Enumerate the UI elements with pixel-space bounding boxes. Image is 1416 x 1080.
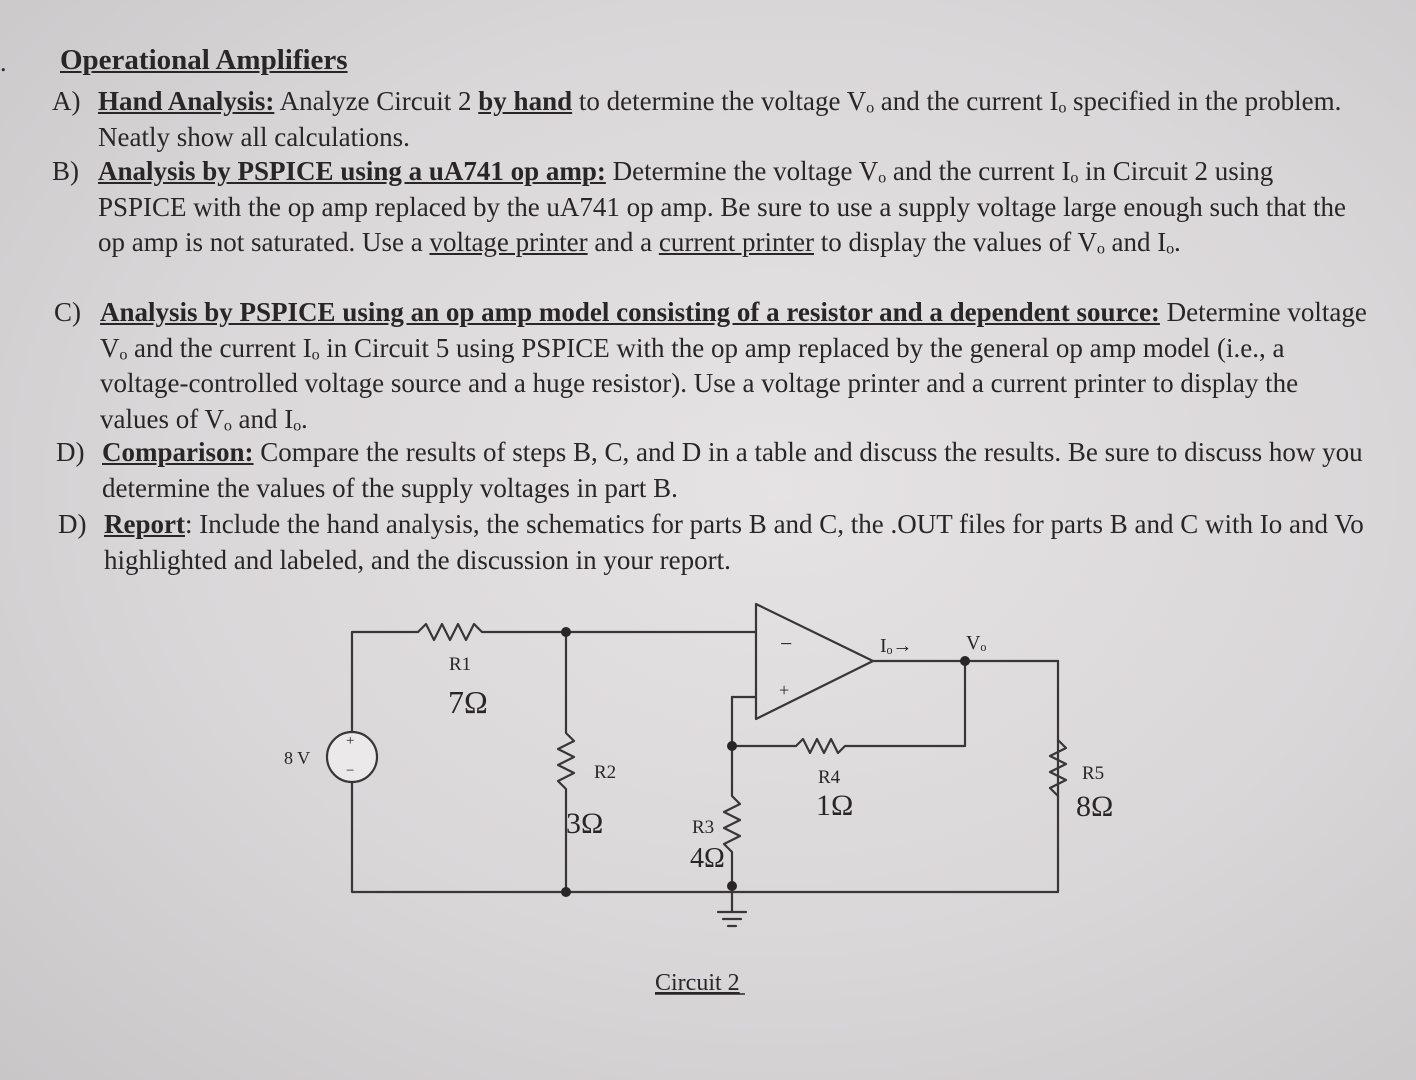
r3-label: R3 xyxy=(692,817,715,838)
r3-resistor xyxy=(724,697,740,892)
r4-resistor xyxy=(732,661,965,753)
r1-label: R1 xyxy=(449,654,472,675)
circuit-caption: Circuit 2 xyxy=(655,970,740,996)
r2-resistor xyxy=(558,632,574,892)
item-label: Comparison: xyxy=(102,437,254,467)
r3-value: 4Ω xyxy=(690,843,725,874)
item-text: Analyze Circuit 2 xyxy=(274,86,479,116)
wire-left-top xyxy=(352,632,418,733)
node-dot xyxy=(960,656,970,666)
wire-bottom xyxy=(566,661,1058,892)
item-emphasis: by hand xyxy=(478,86,573,116)
item-underlined-term: current printer xyxy=(658,227,815,257)
item-letter: A) xyxy=(52,86,81,116)
r1-value: 7Ω xyxy=(448,684,488,720)
vo-label: Vₒ xyxy=(966,632,987,654)
item-text: and a xyxy=(587,227,659,257)
node-dot xyxy=(561,627,571,637)
section-heading: Operational Amplifiers xyxy=(60,44,348,76)
item-letter: D) xyxy=(58,509,87,539)
item-letter: C) xyxy=(54,297,81,327)
r5-value: 8Ω xyxy=(1076,790,1114,823)
item-text: to display the values of Vₒ and Iₒ. xyxy=(814,227,1181,257)
section-bullet: . xyxy=(0,48,7,77)
r2-label: R2 xyxy=(594,762,617,783)
item-label: Hand Analysis: xyxy=(98,86,275,116)
io-label: Iₒ→ xyxy=(880,635,913,657)
node-dot xyxy=(727,741,737,751)
opamp-noninverting-sign: + xyxy=(779,680,790,700)
r4-label: R4 xyxy=(818,767,841,788)
node-dot xyxy=(727,881,737,891)
item-label: Analysis by PSPICE using an op amp model consisting of a resistor and a dependent source: xyxy=(100,297,1160,327)
source-minus-sign: − xyxy=(346,763,355,779)
item-text: to determine the voltage Vₒ and the current Iₒ specified in the problem. Neatly show all calculations. xyxy=(98,86,1342,152)
node-dot xyxy=(561,887,571,897)
wire-left-bottom xyxy=(352,781,568,892)
item-letter: B) xyxy=(52,156,79,186)
op-amp xyxy=(756,604,873,719)
item-text: : Include the hand analysis, the schematics for parts B and C, the .OUT files for parts B and C with Io and Vo highlighted and labeled, and the discussion in your report. xyxy=(104,509,1364,575)
r2-value: 3Ω xyxy=(566,807,604,840)
item-text: Compare the results of steps B, C, and D in a table and discuss the results. Be sure to discuss how you determine the values of the supply voltages in part B. xyxy=(102,437,1363,503)
r5-label: R5 xyxy=(1082,763,1105,784)
item-text: Determine the voltage Vₒ and the current Iₒ in Circuit 2 using PSPICE with the op amp replaced by the uA741 op amp. Be sure to use a supply voltage large enough such that the op amp is not saturated. Use a xyxy=(98,156,1347,257)
item-text: Determine voltage Vₒ and the current Iₒ in Circuit 5 using PSPICE with the op amp replaced by the general op amp model (i.e., a voltage-controlled voltage source and a huge resistor). Use a voltage printer and a current printer to display the values of Vₒ and Iₒ. xyxy=(100,297,1367,434)
source-plus-sign: + xyxy=(346,733,355,749)
item-label: Analysis by PSPICE using a uA741 op amp: xyxy=(98,156,606,186)
opamp-inverting-sign: − xyxy=(780,631,793,656)
item-letter: D) xyxy=(56,437,85,467)
item-underlined-term: voltage printer xyxy=(429,227,588,257)
r1-resistor xyxy=(418,624,566,640)
r4-value: 1Ω xyxy=(816,789,854,822)
item-label: Report xyxy=(104,509,185,539)
source-label: 8 V xyxy=(284,748,311,768)
